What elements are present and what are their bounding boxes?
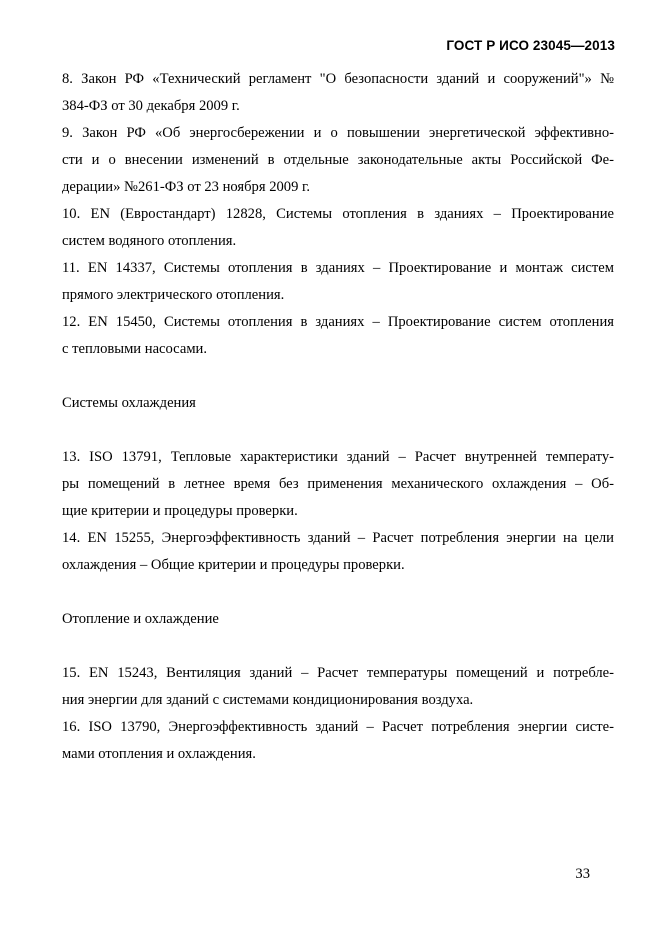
spacer xyxy=(62,579,614,606)
text-line: 14. EN 15255, Энергоэффективность зданий – Расчет потребления энергии на цели xyxy=(62,530,614,546)
spacer xyxy=(62,417,614,444)
text-line: прямого электрического отопления. xyxy=(62,287,285,303)
text-line: 8. Закон РФ «Технический регламент "О безопасности зданий и сооружений"» № xyxy=(62,71,614,87)
text-line: мами отопления и охлаждения. xyxy=(62,746,256,762)
text-line: сти и о внесении изменений в отдельные законодательные акты Российской Фе- xyxy=(62,152,614,168)
text-line: 384-ФЗ от 30 декабря 2009 г. xyxy=(62,98,240,114)
text-line: 11. EN 14337, Системы отопления в зданиях – Проектирование и монтаж систем xyxy=(62,260,614,276)
text-line: ния энергии для зданий с системами кондиционирования воздуха. xyxy=(62,692,474,708)
text-line: с тепловыми насосами. xyxy=(62,341,208,357)
reference-item-16 xyxy=(62,714,614,768)
section-title-cooling: Системы охлаждения xyxy=(62,395,196,411)
text-line: 15. EN 15243, Вентиляция зданий – Расчет температуры помещений и потребле- xyxy=(62,665,614,681)
text-line: дерации» №261-ФЗ от 23 ноября 2009 г. xyxy=(62,179,311,195)
reference-item-14 xyxy=(62,525,614,579)
reference-item-9 xyxy=(62,120,614,201)
reference-item-11 xyxy=(62,255,614,309)
text-line: систем водяного отопления. xyxy=(62,233,237,249)
reference-item-8 xyxy=(62,66,614,120)
spacer xyxy=(62,363,614,390)
text-line: охлаждения – Общие критерии и процедуры проверки. xyxy=(62,557,405,573)
spacer xyxy=(62,633,614,660)
document-body xyxy=(62,66,614,768)
text-line: 9. Закон РФ «Об энергосбережении и о повышении энергетической эффективно- xyxy=(62,125,614,141)
text-line: 10. EN (Евростандарт) 12828, Системы отопления в зданиях – Проектирование xyxy=(62,206,614,222)
text-line: щие критерии и процедуры проверки. xyxy=(62,503,298,519)
text-line: 12. EN 15450, Системы отопления в зданиях – Проектирование систем отопления xyxy=(62,314,614,330)
page-number: 33 xyxy=(575,866,590,882)
reference-item-13 xyxy=(62,444,614,525)
reference-item-15 xyxy=(62,660,614,714)
document-header: ГОСТ Р ИСО 23045—2013 xyxy=(446,38,615,53)
text-line: ры помещений в летнее время без применения механического охлаждения – Об- xyxy=(62,476,614,492)
text-line: 16. ISO 13790, Энергоэффективность зданий – Расчет потребления энергии систе- xyxy=(62,719,614,735)
reference-item-10 xyxy=(62,201,614,255)
section-title-heating-cooling: Отопление и охлаждение xyxy=(62,611,219,627)
text-line: 13. ISO 13791, Тепловые характеристики зданий – Расчет внутренней температу- xyxy=(62,449,614,465)
reference-item-12 xyxy=(62,309,614,363)
